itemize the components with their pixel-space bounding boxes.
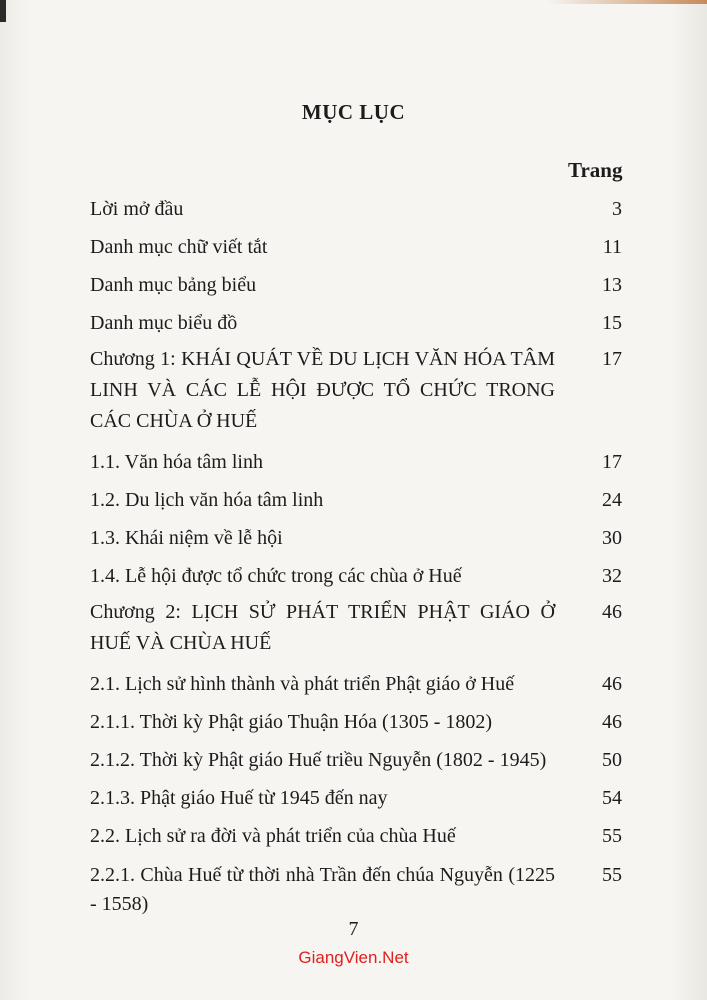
toc-entry[interactable] — [90, 525, 622, 551]
toc-entry[interactable] — [90, 823, 622, 849]
toc-entry[interactable] — [90, 671, 622, 697]
toc-entry-page: 46 — [602, 601, 622, 623]
toc-entry-page: 17 — [602, 451, 622, 473]
toc-entry[interactable] — [90, 563, 622, 589]
toc-entry-label: Danh mục biểu đồ — [90, 312, 238, 334]
toc-entry-label: 2.1.3. Phật giáo Huế từ 1945 đến nay — [90, 787, 388, 809]
toc-entry-label: 2.2.1. Chùa Huế từ thời nhà Trần đến chúa Nguyễn (1225 - 1558) — [90, 864, 555, 915]
toc-entry-page: 17 — [602, 348, 622, 370]
toc-entry-page: 24 — [602, 489, 622, 511]
toc-title: MỤC LỤC — [301, 100, 406, 124]
toc-entry-label: 2.1.2. Thời kỳ Phật giáo Huế triều Nguyễn (1802 - 1945) — [90, 749, 547, 771]
toc-entry-label: Danh mục chữ viết tắt — [90, 236, 268, 258]
toc-entry-page: 46 — [602, 711, 622, 733]
toc-entry-page: 54 — [602, 787, 622, 809]
toc-entry[interactable] — [90, 449, 622, 475]
page-number: 7 — [348, 918, 359, 940]
toc-entry-page: 30 — [602, 527, 622, 549]
toc-entry[interactable] — [90, 747, 622, 773]
toc-entry-page: 50 — [602, 749, 622, 771]
toc-entry-page: 13 — [602, 274, 622, 296]
toc-entry-chapter[interactable] — [90, 344, 622, 437]
toc-entry-chapter[interactable] — [90, 597, 622, 659]
toc-entry-label: Chương 2: LỊCH SỬ PHÁT TRIỂN PHẬT GIÁO Ở HUẾ VÀ CHÙA HUẾ — [90, 601, 555, 654]
toc-entry[interactable] — [90, 310, 622, 336]
page-column-header: Trang — [568, 158, 623, 182]
toc-entry-label: 1.2. Du lịch văn hóa tâm linh — [90, 489, 324, 511]
toc-entry-page: 15 — [602, 312, 622, 334]
toc-entry[interactable] — [90, 861, 622, 919]
toc-entry[interactable] — [90, 785, 622, 811]
toc-entry-label: 1.3. Khái niệm về lễ hội — [90, 527, 283, 549]
toc-entry-page: 55 — [602, 825, 622, 847]
toc-entry-page: 32 — [602, 565, 622, 587]
toc-entry-label: 2.1.1. Thời kỳ Phật giáo Thuận Hóa (1305 - 1802) — [90, 711, 493, 733]
toc-entry[interactable] — [90, 234, 622, 260]
toc-entry[interactable] — [90, 487, 622, 513]
table-of-contents — [90, 196, 622, 915]
scan-edge-mark — [547, 0, 707, 4]
toc-entry[interactable] — [90, 272, 622, 298]
toc-entry-label: 2.2. Lịch sử ra đời và phát triển của chùa Huế — [90, 825, 456, 847]
toc-entry[interactable] — [90, 709, 622, 735]
toc-entry-label: 1.4. Lễ hội được tổ chức trong các chùa ở Huế — [90, 565, 462, 587]
toc-entry-label: 1.1. Văn hóa tâm linh — [90, 451, 263, 473]
toc-entry-label: Chương 1: KHÁI QUÁT VỀ DU LỊCH VĂN HÓA TÂM LINH VÀ CÁC LỄ HỘI ĐƯỢC TỔ CHỨC TRONG CÁC CHÙA Ở HUẾ — [90, 348, 555, 432]
toc-entry-label: Danh mục bảng biểu — [90, 274, 257, 296]
toc-entry-page: 11 — [602, 236, 622, 258]
toc-entry-label: Lời mở đầu — [90, 198, 184, 220]
toc-entry[interactable] — [90, 196, 622, 222]
toc-entry-page: 55 — [602, 864, 622, 886]
toc-entry-page: 3 — [612, 198, 622, 220]
scan-corner-mark — [0, 0, 6, 22]
toc-entry-label: 2.1. Lịch sử hình thành và phát triển Phật giáo ở Huế — [90, 673, 515, 695]
toc-entry-page: 46 — [602, 673, 622, 695]
watermark-text[interactable]: GiangVien.Net — [298, 948, 409, 967]
